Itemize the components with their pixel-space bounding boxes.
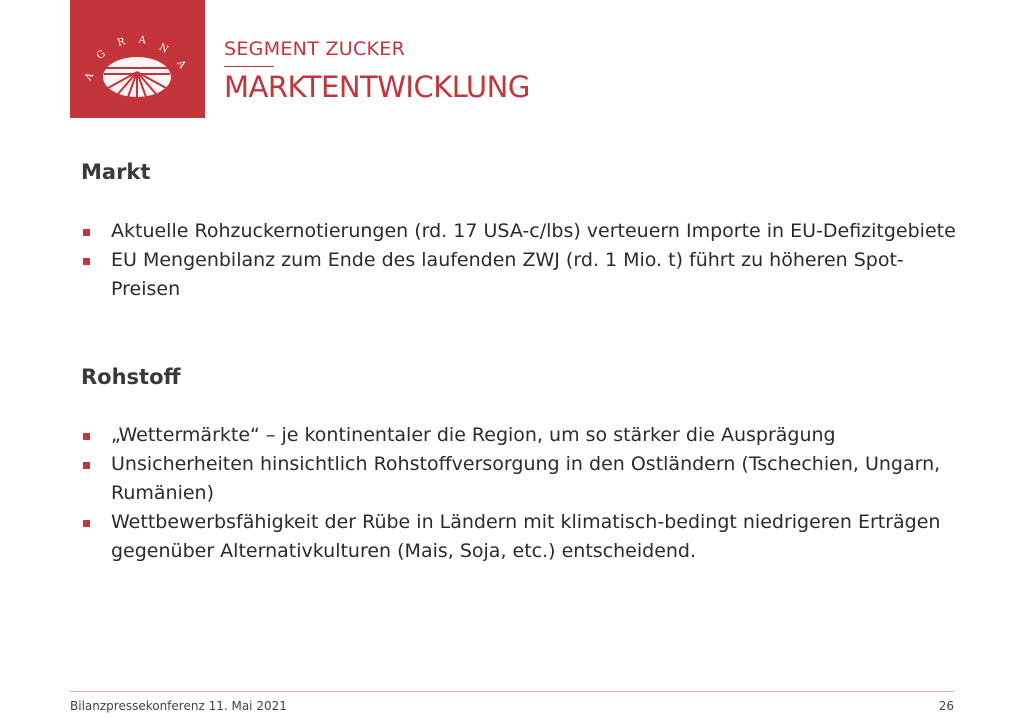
bullet-text: Unsicherheiten hinsichtlich Rohstoffversorgung in den Ostländern (Tschechien, Ungarn, Rumänien) [111, 453, 941, 504]
svg-text:N: N [156, 41, 170, 56]
svg-text:A: A [138, 34, 147, 47]
list-item [81, 421, 961, 450]
list-item [81, 246, 961, 304]
bullet-text: „Wettermärkte“ – je kontinentaler die Region, um so stärker die Ausprägung [111, 424, 836, 446]
bullet-marker-icon [83, 433, 90, 440]
bullet-marker-icon [83, 462, 90, 469]
segment-label: SEGMENT ZUCKER [224, 38, 406, 60]
rohstoff-bullet-list [81, 421, 961, 566]
bullet-marker-icon [83, 258, 90, 265]
list-item [81, 450, 961, 508]
footer-event-label: Bilanzpressekonferenz 11. Mai 2021 [70, 699, 287, 713]
agrana-logo [70, 0, 205, 118]
svg-text:R: R [116, 36, 127, 49]
list-item [81, 217, 961, 246]
list-item [81, 508, 961, 566]
bullet-marker-icon [83, 229, 90, 236]
footer-divider [70, 691, 954, 692]
section-heading-rohstoff: Rohstoff [81, 365, 181, 389]
markt-bullet-list [81, 217, 961, 304]
bullet-text: Aktuelle Rohzuckernotierungen (rd. 17 USA-c/lbs) verteuern Importe in EU-Defizitgebiete [111, 220, 956, 242]
agrana-logo-icon [70, 0, 205, 118]
page-title: MARKTENTWICKLUNG [224, 70, 530, 104]
bullet-text: Wettbewerbsfähigkeit der Rübe in Ländern mit klimatisch-bedingt niedrigeren Erträgen gegenüber Alternativkulturen (Mais, Soja, etc.) entscheidend. [111, 511, 941, 562]
svg-text:G: G [94, 48, 108, 62]
svg-text:A: A [83, 71, 97, 83]
svg-text:A: A [174, 58, 188, 71]
page-number: 26 [938, 699, 954, 713]
section-heading-markt: Markt [81, 160, 151, 184]
bullet-text: EU Mengenbilanz zum Ende des laufenden ZWJ (rd. 1 Mio. t) führt zu höheren Spot-Preisen [111, 249, 904, 300]
bullet-marker-icon [83, 520, 90, 527]
title-divider [224, 66, 274, 67]
